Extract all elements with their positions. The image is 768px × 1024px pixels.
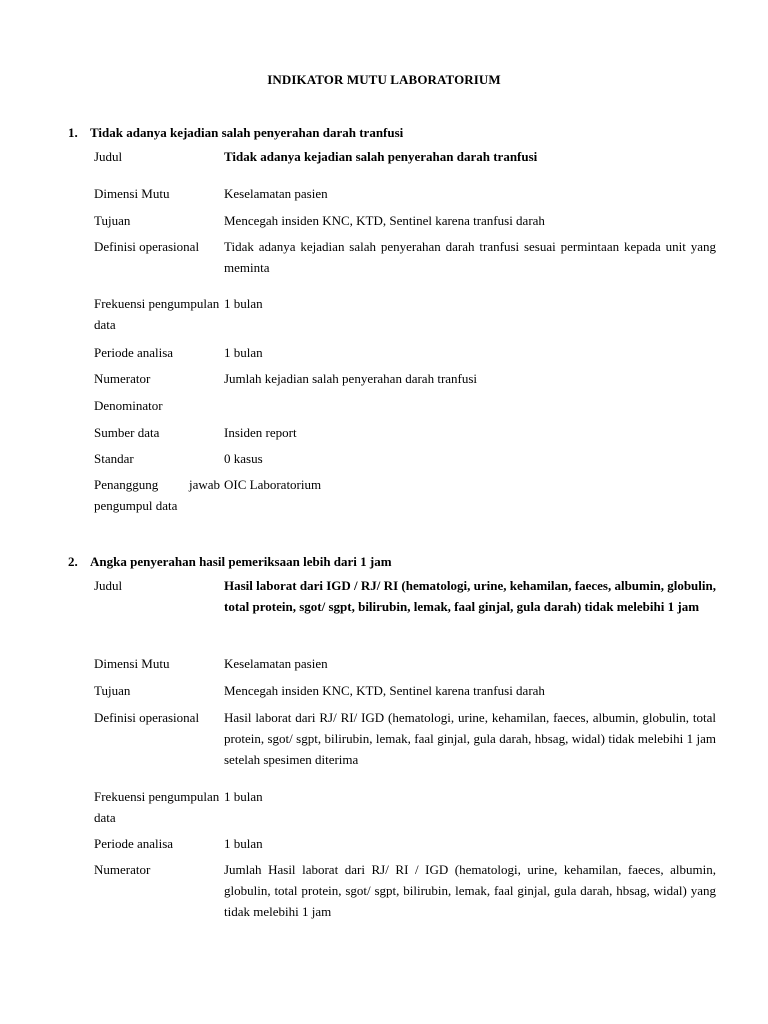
field-label: Standar: [94, 451, 134, 466]
field-value: 1 bulan: [224, 789, 263, 804]
field-label: Frekuensi pengumpulan data: [94, 789, 220, 825]
field-value: Keselamatan pasien: [224, 186, 328, 201]
field-label: Tujuan: [94, 213, 131, 228]
field-label: Sumber data: [94, 425, 160, 440]
section-title: Tidak adanya kejadian salah penyerahan darah tranfusi: [90, 125, 404, 140]
field-label: Judul: [94, 149, 123, 164]
field-value: OIC Laboratorium: [224, 477, 322, 492]
field-value: Hasil laborat dari IGD / RJ/ RI (hematologi, urine, kehamilan, faeces, albumin, globulin, total protein, sgot/ sgpt, bilirubin, lemak, faal ginjal, gula darah) tidak melebihi 1 jam: [224, 578, 716, 614]
field-value: Hasil laborat dari RJ/ RI/ IGD (hematologi, urine, kehamilan, faeces, albumin, globulin, total protein, sgot/ sgpt, bilirubin, lemak, faal ginjal, gula darah, hbsag, widal) tidak melebihi 1 jam setelah spesimen diterima: [224, 710, 716, 767]
section-1-heading: [68, 125, 403, 141]
section-2-heading: [68, 554, 392, 570]
field-value: Insiden report: [224, 425, 297, 440]
field-value: Keselamatan pasien: [224, 656, 328, 671]
field-label: Periode analisa: [94, 345, 174, 360]
field-label: Frekuensi pengumpulan data: [94, 296, 220, 332]
page-title: INDIKATOR MUTU LABORATORIUM: [267, 72, 501, 87]
field-value: Tidak adanya kejadian salah penyerahan darah tranfusi: [224, 149, 538, 164]
field-label: Penanggung jawab pengumpul data: [94, 477, 220, 513]
field-label: Tujuan: [94, 683, 131, 698]
field-value: Mencegah insiden KNC, KTD, Sentinel karena tranfusi darah: [224, 683, 545, 698]
field-value: Mencegah insiden KNC, KTD, Sentinel karena tranfusi darah: [224, 213, 545, 228]
section-number: 2.: [68, 554, 78, 569]
field-value: 1 bulan: [224, 296, 263, 311]
field-value: Jumlah kejadian salah penyerahan darah tranfusi: [224, 371, 478, 386]
field-label: Definisi operasional: [94, 239, 200, 254]
field-label: Judul: [94, 578, 123, 593]
field-label: Numerator: [94, 371, 151, 386]
field-value: Tidak adanya kejadian salah penyerahan darah tranfusi sesuai permintaan kepada unit yang meminta: [224, 239, 716, 275]
field-value: Jumlah Hasil laborat dari RJ/ RI / IGD (hematologi, urine, kehamilan, faeces, albumin, globulin, total protein, sgot/ sgpt, bilirubin, lemak, faal ginjal, gula darah, hbsag, widal) yang tidak melebihi 1 jam: [224, 862, 716, 919]
field-value: 1 bulan: [224, 836, 263, 851]
section-title: Angka penyerahan hasil pemeriksaan lebih dari 1 jam: [90, 554, 392, 569]
field-label: Periode analisa: [94, 836, 174, 851]
field-label: Definisi operasional: [94, 710, 200, 725]
section-number: 1.: [68, 125, 78, 140]
field-label: Dimensi Mutu: [94, 186, 170, 201]
field-label: Dimensi Mutu: [94, 656, 170, 671]
field-label: Denominator: [94, 398, 163, 413]
field-value: 1 bulan: [224, 345, 263, 360]
field-label: Numerator: [94, 862, 151, 877]
field-value: 0 kasus: [224, 451, 263, 466]
